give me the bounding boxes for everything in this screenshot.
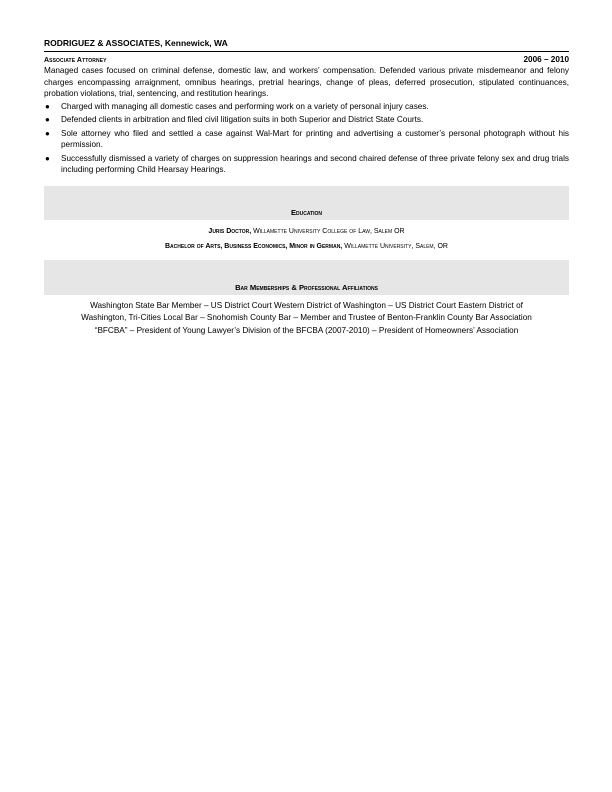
list-item xyxy=(44,128,569,151)
affiliation-line: “BFCBA” – President of Young Lawyer’s Division of the BFCBA (2007-2010) – President of Homeowners’ Association xyxy=(94,325,519,335)
bullet-text: Successfully dismissed a variety of charges on suppression hearings and second chaired defense of three private felony sex and drug trials including performing Child Hearsay Hearings. xyxy=(61,153,569,174)
institution: Willamette University, Salem, OR xyxy=(342,242,448,250)
job-summary: Managed cases focused on criminal defense, domestic law, and workers’ compensation. Defended various private misdemeanor and felony charges encompassing arraignment, omnibus hearings, pretrial hearings, change of pleas, deferred prosecution, stipulated continuances, probation violations, trial, sentencing, and restitution hearings. xyxy=(44,66,569,98)
affiliations-heading: Bar Memberships & Professional Affiliations xyxy=(235,282,378,292)
employer-heading: RODRIGUEZ & ASSOCIATES, Kennewick, WA xyxy=(44,38,569,52)
affiliations-text xyxy=(44,300,569,338)
degree-name: Bachelor of Arts, Business Economics, Minor in German, xyxy=(165,242,343,250)
bullet-icon: ● xyxy=(45,128,50,138)
institution: Willamette University College of Law, Salem OR xyxy=(251,227,405,235)
affiliation-line: Washington State Bar Member – US District Court Western District of Washington – US District Court Eastern District of xyxy=(90,300,523,310)
list-item xyxy=(44,101,569,113)
bullet-text: Defended clients in arbitration and filed civil litigation suits in both Superior and District State Courts. xyxy=(61,115,424,124)
affiliations-section-band xyxy=(44,260,569,295)
bullet-text: Charged with managing all domestic cases and performing work on a variety of personal injury cases. xyxy=(61,101,429,111)
job-title: Associate Attorney xyxy=(44,57,107,64)
job-dates: 2006 – 2010 xyxy=(523,55,569,64)
education-heading: Education xyxy=(290,207,323,217)
job-title-row xyxy=(44,55,569,64)
education-section-band xyxy=(44,186,569,220)
list-item xyxy=(44,153,569,176)
affiliation-line: Washington, Tri-Cities Local Bar – Snohomish County Bar – Member and Trustee of Benton-Franklin County Bar Association xyxy=(81,313,532,322)
education-entry-law xyxy=(44,228,569,235)
job-bullet-list xyxy=(44,101,569,176)
bullet-icon: ● xyxy=(45,115,50,124)
education-entry-undergrad xyxy=(44,243,569,250)
bullet-text: Sole attorney who filed and settled a case against Wal-Mart for printing and advertising a customer’s personal photograph without his permission. xyxy=(61,128,569,149)
bullet-icon: ● xyxy=(45,153,50,163)
bullet-icon: ● xyxy=(45,101,50,111)
resume-page xyxy=(44,38,569,337)
degree-name: Juris Doctor, xyxy=(208,227,252,235)
list-item xyxy=(44,114,569,126)
